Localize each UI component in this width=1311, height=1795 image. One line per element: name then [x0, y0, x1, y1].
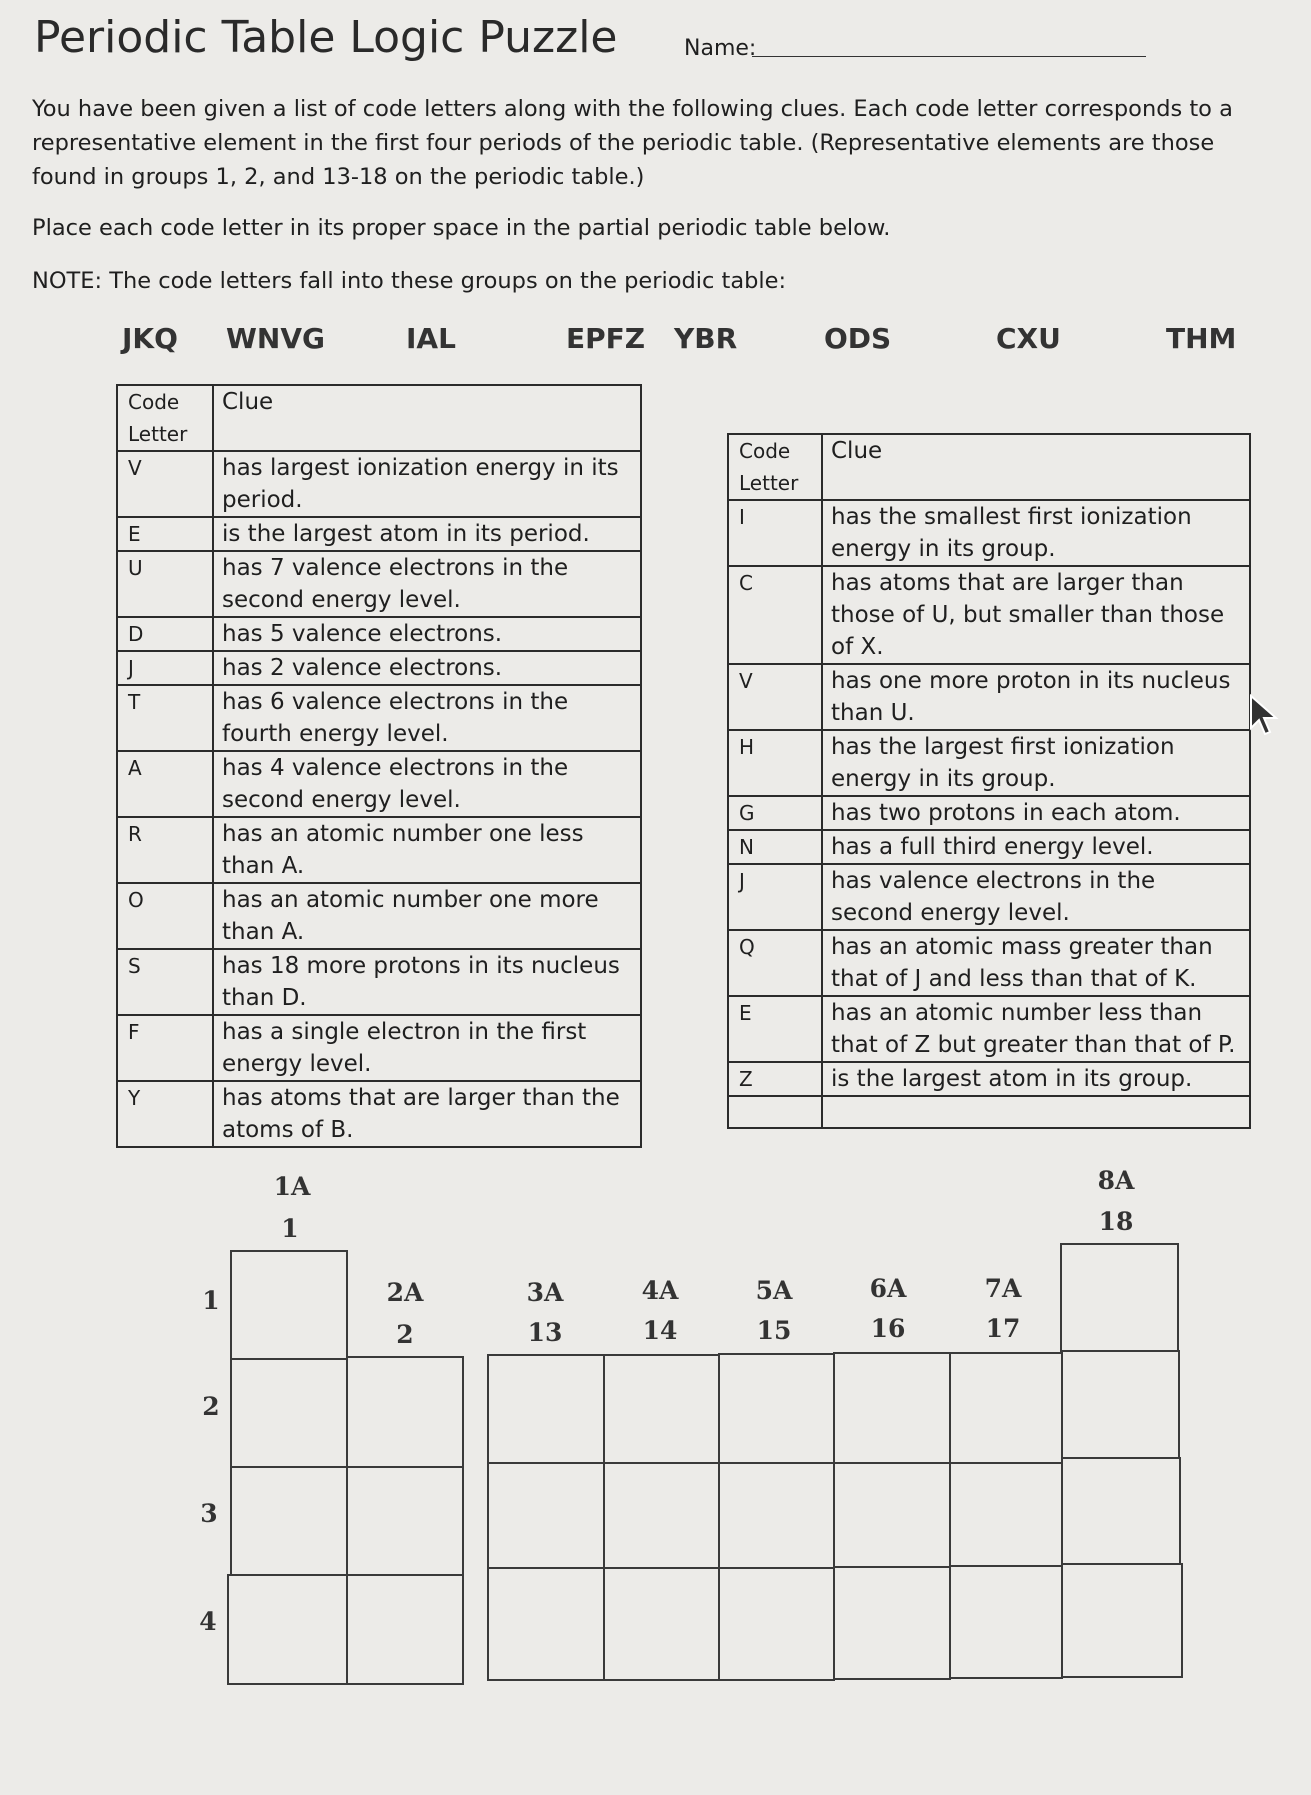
name-field[interactable] [752, 56, 1146, 57]
code-letter: V [728, 664, 822, 730]
table-header-row [117, 385, 641, 451]
table-row [728, 730, 1250, 796]
table-row [117, 751, 641, 817]
element-cell-period2-group14[interactable] [603, 1354, 720, 1464]
element-cell-period1-group18[interactable] [1060, 1243, 1179, 1352]
element-cell-period2-group17[interactable] [949, 1352, 1063, 1464]
table-row [117, 817, 641, 883]
table-row [728, 566, 1250, 664]
code-letter: R [117, 817, 213, 883]
element-cell-period4-group18[interactable] [1061, 1563, 1183, 1678]
clue-text: has 2 valence electrons. [213, 651, 641, 685]
clue-text: has an atomic mass greater than that of J and less than that of K. [822, 930, 1250, 996]
group-code-set: IAL [406, 322, 456, 355]
clue-text: has 4 valence electrons in the second energy level. [213, 751, 641, 817]
period-label-1: 1 [202, 1286, 220, 1315]
group-number-1: 1 [281, 1214, 299, 1243]
table-row [117, 1015, 641, 1081]
group-number-2: 2 [396, 1320, 414, 1349]
clue-text: has an atomic number less than that of Z but greater than that of P. [822, 996, 1250, 1062]
element-cell-period3-group13[interactable] [487, 1462, 605, 1569]
clue-table-right [727, 433, 1251, 1129]
element-cell-period2-group18[interactable] [1061, 1350, 1180, 1459]
table-row [117, 883, 641, 949]
clue-text: has atoms that are larger than those of U, but smaller than those of X. [822, 566, 1250, 664]
code-letter: S [117, 949, 213, 1015]
code-letter [728, 1096, 822, 1128]
code-letter: Z [728, 1062, 822, 1096]
page-title: Periodic Table Logic Puzzle [34, 12, 618, 63]
column-header-clue: Clue [822, 434, 1250, 500]
table-row [117, 617, 641, 651]
code-letter: F [117, 1015, 213, 1081]
table-row [728, 664, 1250, 730]
group-label-7a: 7A [984, 1274, 1022, 1303]
element-cell-period3-group15[interactable] [718, 1462, 835, 1569]
period-label-2: 2 [202, 1392, 220, 1421]
instruction-text: Place each code letter in its proper space in the partial periodic table below. [32, 215, 891, 241]
element-cell-period4-group16[interactable] [833, 1566, 951, 1680]
element-cell-period3-group14[interactable] [603, 1462, 720, 1569]
group-number-14: 14 [642, 1316, 678, 1345]
clue-text [822, 1096, 1250, 1128]
table-row [728, 830, 1250, 864]
group-label-6a: 6A [869, 1274, 907, 1303]
clue-table-left [116, 384, 642, 1148]
element-cell-period2-group16[interactable] [833, 1352, 951, 1464]
clue-text: has largest ionization energy in its period. [213, 451, 641, 517]
element-cell-period4-group2[interactable] [346, 1574, 464, 1685]
clue-text: has one more proton in its nucleus than U. [822, 664, 1250, 730]
element-cell-period4-group14[interactable] [603, 1567, 720, 1681]
element-cell-period4-group17[interactable] [949, 1565, 1063, 1679]
code-letter: N [728, 830, 822, 864]
period-label-3: 3 [200, 1499, 218, 1528]
group-code-set: EPFZ [566, 322, 646, 355]
table-row [117, 551, 641, 617]
group-code-set: CXU [996, 322, 1061, 355]
table-row [728, 796, 1250, 830]
group-number-15: 15 [756, 1316, 792, 1345]
group-code-set: YBR [674, 322, 738, 355]
clue-text: has 5 valence electrons. [213, 617, 641, 651]
clue-text: has 18 more protons in its nucleus than D. [213, 949, 641, 1015]
mouse-pointer-icon [1248, 694, 1280, 738]
column-header-code: Code Letter [117, 385, 213, 451]
group-label-2a: 2A [386, 1278, 424, 1307]
element-cell-period4-group15[interactable] [718, 1567, 835, 1681]
code-letter: J [728, 864, 822, 930]
code-letter: J [117, 651, 213, 685]
element-cell-period4-group1[interactable] [227, 1574, 348, 1685]
element-cell-period3-group18[interactable] [1061, 1457, 1181, 1565]
table-row [728, 500, 1250, 566]
code-letter: A [117, 751, 213, 817]
code-letter: E [728, 996, 822, 1062]
clue-text: has the largest first ionization energy in its group. [822, 730, 1250, 796]
code-letter: D [117, 617, 213, 651]
table-row [117, 685, 641, 751]
table-row [728, 864, 1250, 930]
table-row [117, 517, 641, 551]
group-label-1a: 1A [273, 1172, 311, 1201]
clue-text: has two protons in each atom. [822, 796, 1250, 830]
element-cell-period3-group2[interactable] [346, 1466, 464, 1576]
element-cell-period1-group1[interactable] [230, 1250, 348, 1360]
group-number-13: 13 [527, 1318, 563, 1347]
period-label-4: 4 [199, 1607, 217, 1636]
clue-text: has 6 valence electrons in the fourth energy level. [213, 685, 641, 751]
group-label-8a: 8A [1097, 1166, 1135, 1195]
element-cell-period4-group13[interactable] [487, 1567, 605, 1681]
table-row [117, 451, 641, 517]
clue-text: has 7 valence electrons in the second energy level. [213, 551, 641, 617]
code-letter: I [728, 500, 822, 566]
code-letter: C [728, 566, 822, 664]
code-letter: U [117, 551, 213, 617]
table-header-row [728, 434, 1250, 500]
group-label-5a: 5A [755, 1276, 793, 1305]
group-label-4a: 4A [641, 1276, 679, 1305]
table-row-blank [728, 1096, 1250, 1128]
clue-text: has valence electrons in the second energy level. [822, 864, 1250, 930]
code-letter: T [117, 685, 213, 751]
element-cell-period2-group13[interactable] [487, 1354, 605, 1464]
table-row [728, 1062, 1250, 1096]
code-letter: E [117, 517, 213, 551]
column-header-clue: Clue [213, 385, 641, 451]
clue-text: has an atomic number one less than A. [213, 817, 641, 883]
element-cell-period2-group2[interactable] [346, 1356, 464, 1468]
element-cell-period3-group16[interactable] [833, 1462, 951, 1568]
code-letter: O [117, 883, 213, 949]
clue-text: has the smallest first ionization energy in its group. [822, 500, 1250, 566]
element-cell-period2-group15[interactable] [718, 1353, 835, 1464]
element-cell-period2-group1[interactable] [230, 1358, 348, 1468]
group-label-3a: 3A [526, 1278, 564, 1307]
clue-text: has a single electron in the first energy level. [213, 1015, 641, 1081]
table-row [728, 996, 1250, 1062]
element-cell-period3-group1[interactable] [230, 1466, 348, 1576]
element-cell-period3-group17[interactable] [949, 1462, 1063, 1567]
clue-text: is the largest atom in its period. [213, 517, 641, 551]
table-row [728, 930, 1250, 996]
table-row [117, 651, 641, 685]
group-code-set: JKQ [122, 322, 178, 355]
clue-text: has atoms that are larger than the atoms of B. [213, 1081, 641, 1147]
table-row [117, 949, 641, 1015]
code-letter: V [117, 451, 213, 517]
group-number-18: 18 [1098, 1207, 1134, 1236]
name-label: Name: [684, 36, 757, 61]
table-row [117, 1081, 641, 1147]
group-code-set: THM [1166, 322, 1237, 355]
group-number-16: 16 [870, 1314, 906, 1343]
code-letter: Y [117, 1081, 213, 1147]
group-number-17: 17 [985, 1314, 1021, 1343]
code-letter: Q [728, 930, 822, 996]
note-text: NOTE: The code letters fall into these groups on the periodic table: [32, 268, 787, 294]
group-code-set: WNVG [226, 322, 325, 355]
intro-paragraph: You have been given a list of code letters along with the following clues. Each code letter corresponds to a representative element in the first four periods of the periodic table. (Representative elements are those found in groups 1, 2, and 13-18 on the periodic table.) [32, 96, 1233, 190]
group-code-set: ODS [824, 322, 892, 355]
code-letter: G [728, 796, 822, 830]
code-letter: H [728, 730, 822, 796]
clue-text: has an atomic number one more than A. [213, 883, 641, 949]
column-header-code: Code Letter [728, 434, 822, 500]
clue-text: has a full third energy level. [822, 830, 1250, 864]
clue-text: is the largest atom in its group. [822, 1062, 1250, 1096]
